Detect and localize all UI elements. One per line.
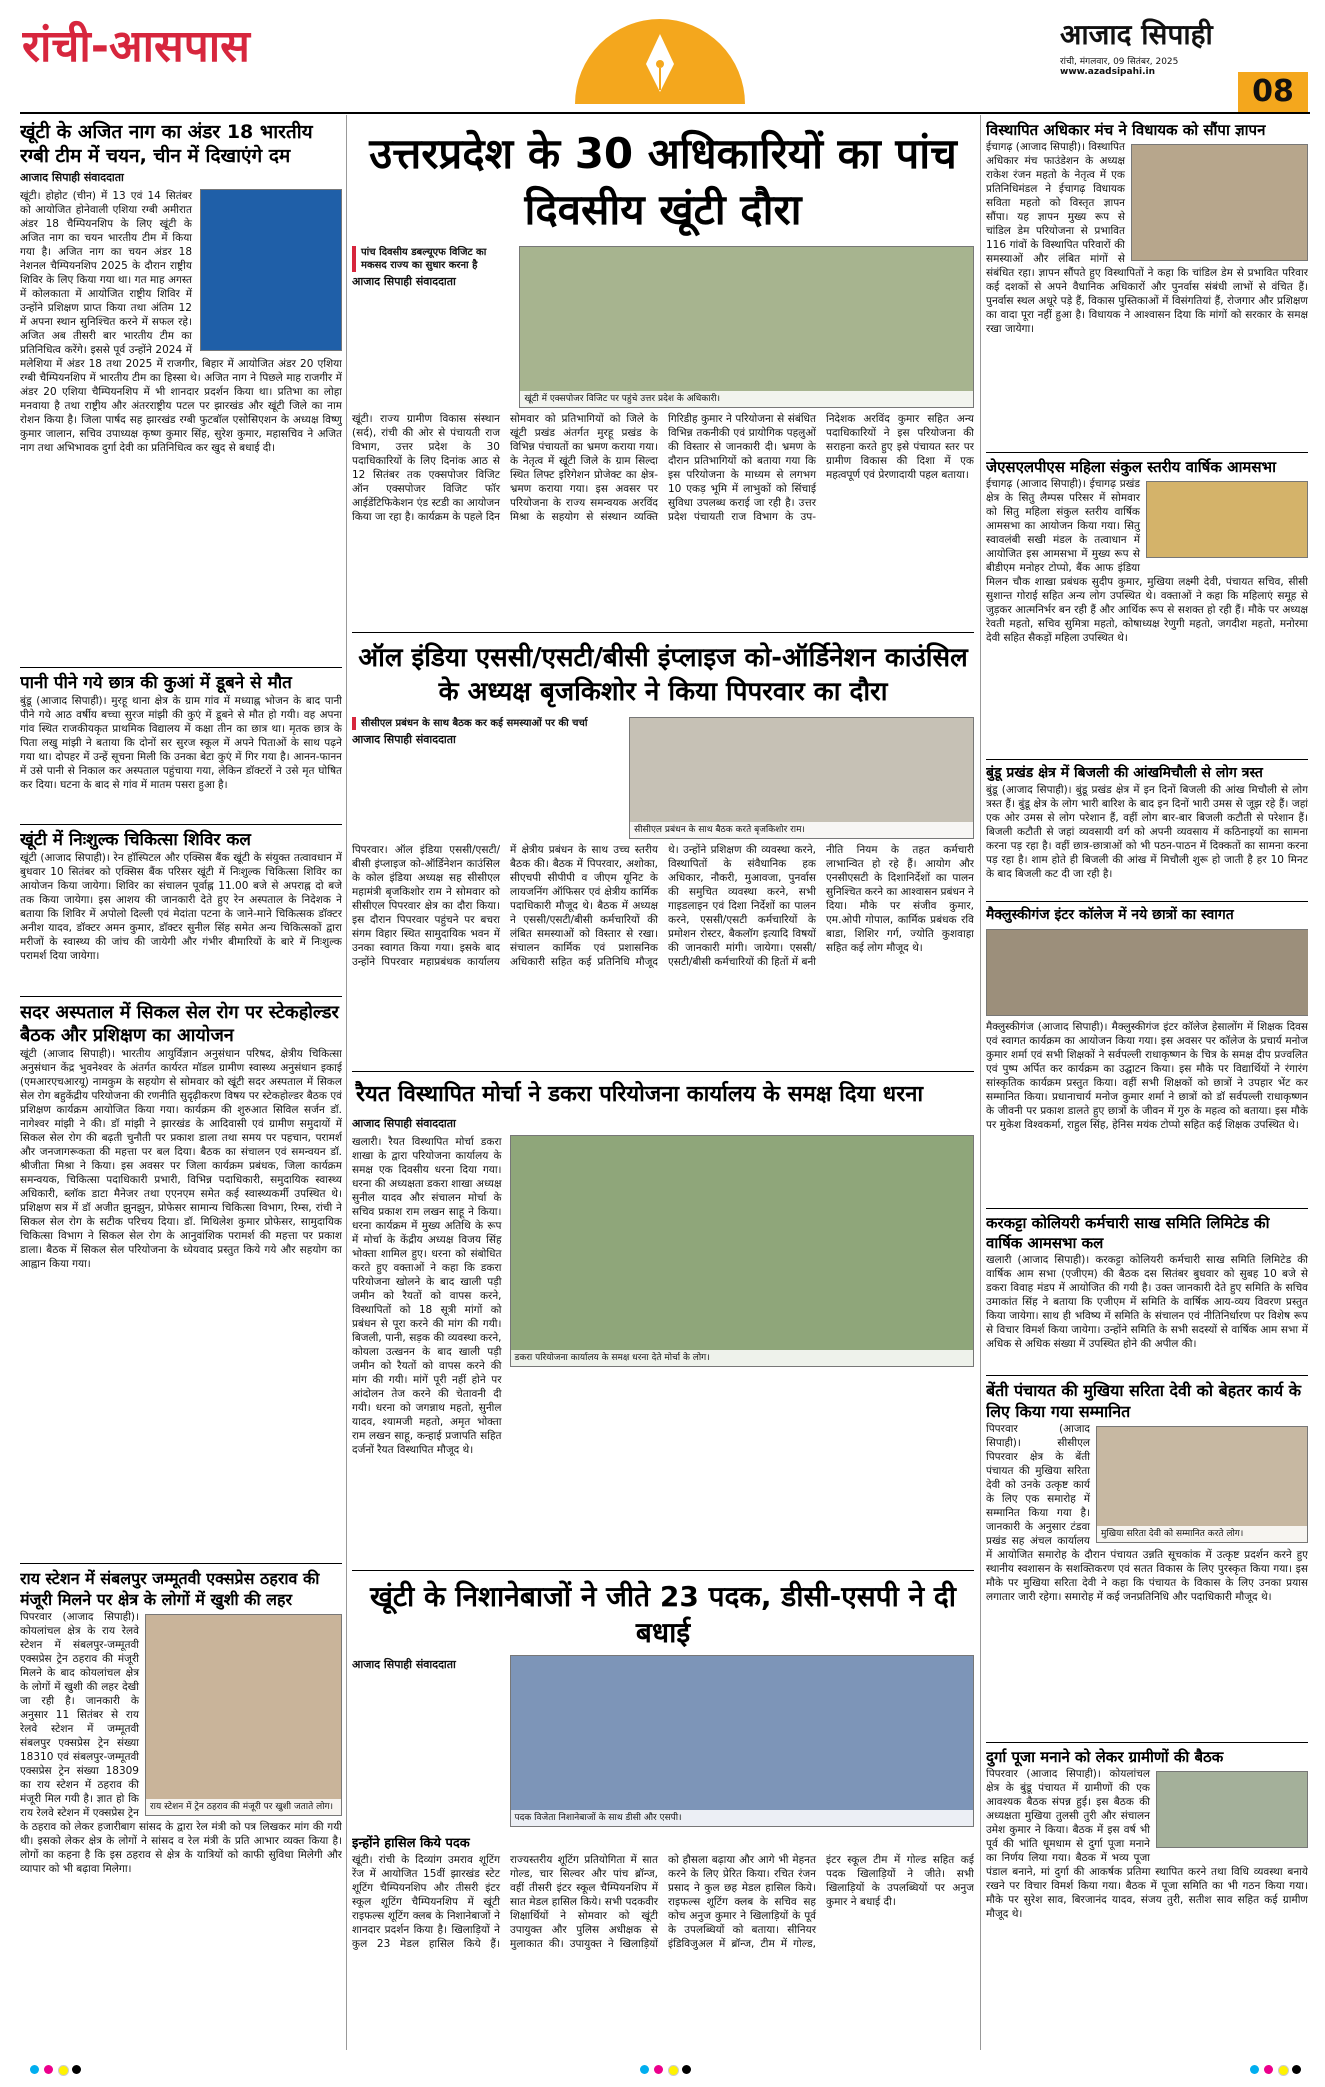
byline: आजाद सिपाही संवाददाता — [20, 171, 124, 184]
article-body: पिपरवार (आजाद सिपाही)। कोयलांचल क्षेत्र के बुंडू पंचायत में ग्रामीणों की एक आवश्यक बैठक संपन्न हुई। इस बैठक की अध्यक्षता मुखिया तुलसी तुरी और संचालन उमेश कुमार ने किया। बैठक में इस वर्ष भी पूर्व की भांति धूमधाम से दुर्गा पूजा मनाने का निर्णय लिया गया। बैठक में भव्य पूजा पंडाल बनाने, मां दुर्गा की आकर्षक प्रतिमा स्थापित करने तथा विधि व्यवस्था बनाये रखने पर विचार विमर्श किया गया। बैठक में पूजा समिति का भी गठन किया गया। मौके पर सुरेश साव, बिरजानंद यादव, संजय तुरी, सतीश साव सहित कई ग्रामीण मौजूद थे। — [986, 1768, 1308, 1920]
article-jslps-meeting — [986, 457, 1308, 757]
left-column — [20, 120, 342, 2070]
headline: खूंटी के निशानेबाजों ने जीते 23 पदक, डीसी-एसपी ने दी बधाई — [369, 1580, 957, 1649]
kicker: सीसीएल प्रबंधन के साथ बैठक कर कई समस्याओं पर की चर्चा — [352, 717, 621, 730]
article-sickle-cell — [20, 1001, 342, 1561]
college-event-photo — [986, 929, 1308, 1016]
headline: पानी पीने गये छात्र की कुआं में डूबने से मौत — [20, 673, 292, 693]
article-body: ईचागढ़ (आजाद सिपाही)। विस्थापित अधिकार मंच फाउंडेशन के अध्यक्ष राकेश रंजन महतो के नेतृत्व में एक प्रतिनिधिमंडल ने ईचागढ़ विधायक सविता महतो को विस्तृत ज्ञापन सौंपा। यह ज्ञापन मुख्य रूप से चांडिल डेम परियोजना से प्रभावित 116 गांवों के विस्थापित परिवारों की समस्याओं और लंबित मांगों से संबंधित रहा। ज्ञापन सौंपते हुए विस्थापितों ने कहा कि चांडिल डेम से प्रभावित परिवार कई दशकों से अपने वैधानिक अधिकारों और पुनर्वास संबंधी लाभों से वंचित हैं। पुनर्वास स्थल अधूरे पड़े हैं, विकास पुस्तिकाओं में विसंगतियां हैं, रोजगार और प्रशिक्षण का वादा पूरा नहीं हुआ है। विधायक ने आश्वासन दिया कि मांगों को सरकार के समक्ष रखा जायेगा। — [986, 141, 1308, 335]
headline: खूंटी के अजित नाग का अंडर 18 भारतीय रग्बी टीम में चयन, चीन में दिखाएंगे दम — [20, 121, 313, 167]
headline: मैक्लुस्कीगंज इंटर कॉलेज में नये छात्रों का स्वागत — [986, 907, 1234, 923]
women-meeting-photo — [1146, 481, 1308, 558]
section-title: रांची-आसपास — [22, 21, 250, 72]
section-title-block — [22, 18, 352, 78]
headline: जेएसएलपीएस महिला संकुल स्तरीय वार्षिक आमसभा — [986, 458, 1276, 476]
article-body: पिपरवार (आजाद सिपाही)। सीसीएल पिपरवार क्षेत्र के बेंती पंचायत की मुखिया सरिता देवी को उनके उत्कृष्ट कार्य के लिए एक समारोह में सम्मानित किया गया है। जानकारी के अनुसार टंडवा प्रखंड सह अंचल कार्यालय में आयोजित समारोह के दौरान पंचायत उन्नति सूचकांक में उत्कृष्ट प्रदर्शन करने हुए स्थानीय स्वशासन के सशक्तिकरण एवं सतत विकास के लिए पुरस्कृत किया गया। इस मौके पर मुखिया सरिता देवी ने कहा कि पंचायत के विकास के लिए उनका प्रयास लगातार जारी रहेगा। समारोह में कई जनप्रतिनिधि और पदाधिकारी मौजूद थे। — [986, 1423, 1308, 1603]
headline: विस्थापित अधिकार मंच ने विधायक को सौंपा ज्ञापन — [986, 121, 1266, 139]
photo-caption: राय स्टेशन में ट्रेन ठहराव की मंजूरी पर खुशी जताते लोग। — [146, 1799, 341, 1815]
athlete-photo — [200, 189, 342, 351]
shooters-photo — [510, 1655, 974, 1827]
shooting-medals-story — [352, 1575, 974, 2055]
article-rugby — [20, 120, 342, 665]
article-college-welcome — [986, 906, 1308, 1206]
article-mukhiya-honour — [986, 1380, 1308, 1740]
paper-name: आजाद सिपाही — [1060, 18, 1213, 51]
photo-caption: खूंटी में एक्सपोजर विजिट पर पहुंचे उत्तर प्रदेश के अधिकारी। — [520, 391, 973, 407]
headline: रैयत विस्थापित मोर्चा ने डकरा परियोजना कार्यालय के समक्ष दिया धरना — [356, 1082, 924, 1107]
lead-story — [352, 118, 974, 628]
photo-caption: पदक विजेता निशानेबाजों के साथ डीसी और एसपी। — [511, 1810, 973, 1826]
pen-nib-icon — [560, 4, 760, 104]
center-column — [352, 118, 974, 2058]
byline: आजाद सिपाही संवाददाता — [352, 733, 456, 746]
article-credit-society — [986, 1213, 1308, 1373]
photo-caption: मुखिया सरिता देवी को सम्मानित करते लोग। — [1097, 1526, 1307, 1542]
honour-photo — [1096, 1426, 1308, 1543]
people-photo — [145, 1614, 342, 1816]
headline: करकट्टा कोलियरी कर्मचारी साख समिति लिमिटेड की वार्षिक आमसभा कल — [986, 1214, 1270, 1252]
coordination-council-story — [352, 637, 974, 1067]
photo-caption: सीसीएल प्रबंधन के साथ बैठक करते बृजकिशोर राम। — [630, 822, 973, 838]
article-body: खूंटी। होहोट (चीन) में 13 एवं 14 सितंबर को आयोजित होनेवाली एशिया रग्बी अमीरात अंडर 18 चैम्पियनशिप के लिए खूंटी के अजित नाग का चयन भारतीय टीम में किया गया है। अजित नाग का चयन अंडर 18 नेशनल चैम्पियनशिप 2025 के दौरान राष्ट्रीय शिविर के लिए किया गया था। गत माह अगस्त में कोलकाता में आयोजित राष्ट्रीय शिविर में उन्होंने प्रशिक्षण प्राप्त किया तथा अंतिम 12 में अपना स्थान सुनिश्चित करने में सफल रहे। अजित अब तीसरी बार भारतीय टीम का प्रतिनिधित्व करेंगे। इससे पूर्व उन्होंने 2024 में मलेशिया में अंडर 18 तथा 2025 में राजगीर, बिहार में आयोजित अंडर 20 एशिया रग्बी चैम्पियनशिप में भारतीय टीम का हिस्सा थे। अजित नाग ने पिछले माह राजगीर में अंडर 20 एशिया चैम्पियनशिप में भी शानदार प्रदर्शन किया था। प्रतिभा का लोहा मनवाया है तथा राष्ट्रीय और अंतरराष्ट्रीय पटल पर झारखंड और खूंटी जिले का नाम रोशन किया है। जिला पार्षद सह झारखंड रग्बी फुटबॉल एसोसिएशन के अध्यक्ष विष्णु कुमार जालान, सचिव उपाध्यक्ष कृष्ण कुमार सिंह, सुरेश कुमार, महासचिव ने अजित नाग तथा अभिभावक दुर्गा देवी का प्रतिनिधित्व कर खुद से बधाई दी। — [20, 190, 342, 454]
article-body: खूंटी (आजाद सिपाही)। रेन हॉस्पिटल और एक्सिस बैंक खूंटी के संयुक्त तत्वावधान में बुधवार 10 सितंबर को एक्सिस बैंक परिसर खूंटी में निःशुल्क चिकित्सा शिविर का आयोजन किया जायेगा। शिविर का संचालन पूर्वाह्न 11.00 बजे से अपराह्न दो बजे तक किया जायेगा। इस आशय की जानकारी देते हुए रेन अस्पताल के निदेशक ने बताया कि शिविर में अपोलो दिल्ली एवं मेदांता पटना के जाने-माने चिकित्सक डॉक्टर अनीश यादव, डॉक्टर अमन कुमार, डॉक्टर सुनील सिंह समेत अन्य चिकित्सकों द्वारा मरीजों के स्वास्थ्य की जांच की जायेगी और गंभीर बीमारियों के बारे में निःशुल्क परामर्श दिया जायेगा। — [20, 852, 342, 962]
subhead: इन्होंने हासिल किये पदक — [352, 1836, 470, 1851]
dateline: रांची, मंगलवार, 09 सितंबर, 2025 — [1060, 57, 1179, 67]
article-student-death — [20, 672, 342, 822]
article-body: बुंडू (आजाद सिपाही)। बुंडू प्रखंड क्षेत्र में इन दिनों बिजली की आंख मिचौली से लोग त्रस्त हैं। बुंडू क्षेत्र के लोग भारी बारिश के बाद इन दिनों भारी उमस से जूझ रहे हैं। जहां एक ओर उमस से लोग परेशान हैं, वहीं लोग बार-बार बिजली कटौती से परेशान हैं। बिजली कटौती से जहां व्यवसायी वर्ग को अपनी व्यवसाय में कठिनाइयों का सामना करना पड़ रहा है। वहीं छात्र-छात्राओं को भी पठन-पाठन में दिक्कतों का सामना करना पड़ रहा है। शाम होते ही बिजली की आंख में मिचौली शुरू हो जाती है हर 10 मिनट के बाद बिजली कट दी जा रही है। — [986, 784, 1308, 880]
article-durga-puja — [986, 1747, 1308, 2007]
lead-headline: उत्तरप्रदेश के 30 अधिकारियों का पांच दिवसीय खूंटी दौरा — [369, 129, 957, 234]
byline: आजाद सिपाही संवाददाता — [352, 275, 456, 288]
officials-group-photo — [519, 246, 974, 408]
article-displaced-memo — [986, 120, 1308, 450]
headline: बुंडू प्रखंड क्षेत्र में बिजली की आंखमिचौली से लोग त्रस्त — [986, 765, 1263, 781]
headline: खूंटी में निःशुल्क चिकित्सा शिविर कल — [20, 830, 251, 850]
villagers-meeting-photo — [1156, 1771, 1308, 1848]
article-body: ईचागढ़ (आजाद सिपाही)। ईचागढ़ प्रखंड क्षेत्र के सितु लैम्पस परिसर में सोमवार को सितु महिला संकुल स्तरीय वार्षिक आमसभा का आयोजन किया गया। सितु स्वावलंबी सखी मंडल के तत्वाधान में आयोजित इस आमसभा में मुख्य रूप से बीडीएम मनोहर टोप्पो, बैंक आफ इंडिया मिलन चौक शाखा प्रबंधक सुदीप कुमार, मुखिया लक्ष्मी देवी, पंचायत सचिव, सीसी सुशान्त गोराई सहित अन्य लोग उपस्थित थे। वक्ताओं ने कहा कि महिलाएं समूह से जुड़कर आत्मनिर्भर बन रही हैं और आर्थिक रूप से सशक्त हो रही हैं। मौके पर अध्यक्ष रेवती महतो, सचिव सुमित्रा महतो, कोषाध्यक्ष रेणुगी महतो, जगदीश महतो, मनोरमा देवी सहित सैकड़ों महिला उपस्थित थे। — [986, 478, 1308, 644]
website-link[interactable]: www.azadsipahi.in — [1060, 67, 1155, 77]
byline: आजाद सिपाही संवाददाता — [352, 1117, 456, 1130]
article-health-camp — [20, 829, 342, 994]
byline: आजाद सिपाही संवाददाता — [352, 1658, 456, 1671]
article-body: खूंटी। राज्य ग्रामीण विकास संस्थान (सर्द), रांची की ओर से पंचायती राज विभाग, उत्तर प्रदेश के 30 पदाधिकारियों के लिए दिनांक आठ से 12 सितंबर तक एक्सपोजर विजिट ऑन एक्सपोजर विजिट फॉर आईडेंटिफिकेशन एंड स्टडी का आयोजन किया जा रहा है। कार्यक्रम के पहले दिन सोमवार को प्रतिभागियों को जिले के खूंटी प्रखंड अंतर्गत मुरहू प्रखंड के विभिन्न पंचायतों का भ्रमण कराया गया। के नेतृत्व में खूंटी जिले के ग्राम सिल्दा स्थित लिफ्ट इरिगेशन प्रोजेक्ट का क्षेत्र-भ्रमण कराया गया। इस अवसर पर परियोजना के राज्य समन्वयक अरविंद मिश्रा के सहयोग से संस्थान व्यक्ति गिरिडीह कुमार ने परियोजना से संबंधित विभिन्न तकनीकी एवं प्रायोगिक पहलुओं की विस्तार से जानकारी दी। भ्रमण के दौरान प्रतिभागियों को बताया गया कि इस परियोजना के माध्यम से लगभग 10 एकड़ भूमि में लाभुकों को सिंचाई सुविधा उपलब्ध कराई जा रही है। उत्तर प्रदेश पंचायती राज विभाग के उप-निदेशक अरविंद कुमार सहित अन्य पदाधिकारियों ने इस परियोजना की सराहना करते हुए इसे पंचायत स्तर पर ग्रामीण विकास की दिशा में एक महत्वपूर्ण एवं प्रेरणादायी पहल बताया। — [352, 413, 974, 523]
article-body: खलारी। रैयत विस्थापित मोर्चा डकरा शाखा के द्वारा परियोजना कार्यालय के समक्ष एक दिवसीय धरना दिया गया। धरना की अध्यक्षता डकरा शाखा अध्यक्ष सुनील यादव और संचालन मोर्चा के सचिव प्रकाश राम लखन साहू ने किया। धरना कार्यक्रम में मुख्य अतिथि के रूप में मोर्चा के केंद्रीय अध्यक्ष विजय सिंह भोक्ता शामिल हुए। धरना को संबोधित करते हुए वक्ताओं ने कहा कि डकरा परियोजना खोलने के बाद खाली पड़ी जमीन को रैयतों को वापस करने, विस्थापितों को 18 सूत्री मांगों को प्रबंधन से पूरा करने की मांग की गयी। बिजली, पानी, सड़क की व्यवस्था करने, कोयला उत्खनन के बाद खाली पड़ी जमीन को रैयतों को वापस करने की मांग की गयी। मांगें पूरी नहीं होने पर आंदोलन तेज करने की चेतावनी दी गयी। धरना को जगन्नाथ महतो, सुनील यादव, श्यामजी महतो, अमृत भोक्ता राम लखन साहू, कन्हाई प्रजापति सहित दर्जनों रैयत विस्थापित मौजूद थे। — [352, 1136, 502, 1456]
article-body: खूंटी। रांची के दिव्यांग उमराव शूटिंग रेंज में आयोजित 15वीं झारखंड स्टेट शूटिंग चैम्पियनशिप और तीसरी इंटर स्कूल शूटिंग चैम्पियनशिप में खूंटी राइफल्स शूटिंग क्लब के निशानेबाजों ने शानदार प्रदर्शन किया है। खिलाड़ियों ने कुल 23 मेडल हासिल किये हैं। राज्यस्तरीय शूटिंग प्रतियोगिता में सात गोल्ड, चार सिल्वर और पांच ब्रॉन्ज, वहीं तीसरी इंटर स्कूल चैम्पियनशिप में सात मेडल हासिल किये। सभी पदकवीर शिक्षार्थियों ने सोमवार को खूंटी उपायुक्त और पुलिस अधीक्षक से मुलाकात की। उपायुक्त ने खिलाड़ियों को हौसला बढ़ाया और आगे भी मेहनत करने के लिए प्रेरित किया। रचित रंजन प्रसाद ने कुल छह मेडल हासिल किये। राइफल्स शूटिंग क्लब के सचिव सह कोच अनुज कुमार ने खिलाड़ियों के पूर्व के उपलब्धियों को बताया। सीनियर इंडिविजुअल में ब्रॉन्ज, टीम में गोल्ड, इंटर स्कूल टीम में गोल्ड सहित कई पदक खिलाड़ियों ने जीते। सभी खिलाड़ियों के उपलब्धियों पर अनुज कुमार ने बधाई दी। — [352, 1854, 974, 1950]
page-number: 08 — [1252, 74, 1294, 109]
article-body: पिपरवार। ऑल इंडिया एससी/एसटी/बीसी इंप्लाइज को-ऑर्डिनेशन काउंसिल के कोल इंडिया अध्यक्ष सह सीसीएल महामंत्री बृजकिशोर राम ने सोमवार को सीसीएल पिपरवार क्षेत्र का दौरा किया। इस दौरान पिपरवार पहुंचने पर बचरा संगम विहार स्थित सामुदायिक भवन में उनका स्वागत किया गया। इसके बाद उन्होंने पिपरवार महाप्रबंधक कार्यालय में क्षेत्रीय प्रबंधन के साथ उच्च स्तरीय बैठक की। बैठक में पिपरवार, अशोका, सीएचपी सीपीपी व जीएम यूनिट के लायजनिंग ऑफिसर एवं क्षेत्रीय कार्मिक पदाधिकारी मौजूद थे। बैठक में अध्यक्ष ने एससी/एसटी/बीसी कर्मचारियों की लंबित समस्याओं को विस्तार से रखा। संचालन कार्मिक एवं प्रशासनिक अधिकारी सहित कई प्रतिनिधि मौजूद थे। उन्होंने प्रशिक्षण की व्यवस्था करने, विस्थापितों के संवैधानिक हक अधिकार, नौकरी, मुआवजा, पुनर्वास की समुचित व्यवस्था करने, सभी गाइडलाइन एवं दिशा निर्देशों का पालन करने, एससी/एसटी कर्मचारियों के प्रमोशन रोस्टर, बैकलॉग इत्यादि विषयों की जानकारी मांगी। जायेगा। एससी/एसटी/बीसी कर्मचारियों की हितों में बनी नीति नियम के तहत कर्मचारी लाभान्वित हो रहे हैं। आयोग और एनसीएसटी के दिशानिर्देशों का पालन सुनिश्चित करने का आश्वासन प्रबंधन ने दिया। मौके पर संजीव कुमार, एम.ओपी गोपाल, कार्मिक प्रबंधक रवि बाडा, शिशिर गर्ग, ज्योति कुशवाहा सहित कई लोग मौजूद थे। — [352, 844, 974, 968]
registration-marks — [20, 2062, 1310, 2078]
article-body: पिपरवार (आजाद सिपाही)। कोयलांचल क्षेत्र के राय रेलवे स्टेशन में संबलपुर-जम्मूतवी एक्सप्रेस ट्रेन ठहराव की मंजूरी मिलने के बाद कोयलांचल क्षेत्र के लोगों में खुशी की लहर देखी जा रही है। जानकारी के अनुसार 11 सितंबर से राय रेलवे स्टेशन में जम्मूतवी संबलपुर एक्सप्रेस ट्रेन संख्या 18310 एवं संबलपुर-जम्मूतवी एक्सप्रेस ट्रेन संख्या 18309 का राय स्टेशन में ठहराव की मंजूरी मिल गयी है। ज्ञात हो कि राय रेलवे स्टेशन में एक्सप्रेस ट्रेन के ठहराव को लेकर हजारीबाग सांसद के द्वारा रेल मंत्री को पत्र लिखकर मांग की गयी थी। इसको लेकर क्षेत्र के लोगों ने सांसद व रेल मंत्री के प्रति आभार व्यक्त किया है। लोगों का कहना है कि इस ठहराव से क्षेत्र के यात्रियों को काफी सुविधा मिलेगी और व्यापार को भी बढ़ावा मिलेगा। — [20, 1611, 342, 1875]
article-body: खलारी (आजाद सिपाही)। करकट्टा कोलियरी कर्मचारी साख समिति लिमिटेड की वार्षिक आम सभा (एजीएम) की बैठक दस सितंबर बुधवार को सुबह 10 बजे से डकरा विवाह मंडप में आयोजित की गयी है। उक्त जानकारी देते हुए समिति के सचिव उमाकांत सिंह ने बताया कि एजीएम में समिति के वार्षिक आय-व्यय विवरण प्रस्तुत किया जायेगा। साथ ही भविष्य में समिति के संचालन एवं नीतिनिर्धारण पर विशेष रूप से विचार विमर्श किया जायेगा। उन्होंने समिति के सभी सदस्यों से वार्षिक आम सभा में अधिक से अधिक संख्या में उपस्थित होने की अपील की। — [986, 1254, 1308, 1350]
article-body: मैक्लुस्कीगंज (आजाद सिपाही)। मैक्लुस्कीगंज इंटर कॉलेज हेसालोंग में शिक्षक दिवस एवं स्वागत कार्यक्रम का आयोजन किया गया। इस अवसर पर कॉलेज के प्रचार्य मनोज कुमार शर्मा एवं सभी शिक्षकों ने सर्वपल्ली राधाकृष्णन के चित्र के समक्ष दीप प्रज्वलित एवं पुष्प अर्पित कर कार्यक्रम का उद्घाटन किया। इस मौके पर विद्यार्थियों ने रंगारंग सांस्कृतिक कार्यक्रम प्रस्तुत किया। वहीं सभी शिक्षकों को छात्रों ने उपहार भेंट कर सम्मानित किया। प्रधानाचार्य मनोज कुमार शर्मा ने छात्रों को डॉ सर्वपल्ली राधाकृष्णन के जीवनी पर प्रकाश डालते हुए छात्रों के जीवन में गुरु के महत्व को बताया। इस मौके पर मुकेश विश्वकर्मा, राहुल सिंह, हेनिस मयंक टोप्पो सहित कई शिक्षक उपस्थित थे। — [986, 1021, 1308, 1131]
dharna-story — [352, 1076, 974, 1566]
headline: बेंती पंचायत की मुखिया सरिता देवी को बेहतर कार्य के लिए किया गया सम्मानित — [986, 1381, 1302, 1421]
headline: दुर्गा पूजा मनाने को लेकर ग्रामीणों की बैठक — [986, 1748, 1224, 1766]
photo-caption: डकरा परियोजना कार्यालय के समक्ष धरना देते मोर्चा के लोग। — [511, 1350, 973, 1366]
sun-logo — [560, 4, 760, 104]
article-power-cut — [986, 764, 1308, 899]
meeting-photo — [629, 717, 974, 839]
page-number-box — [1238, 72, 1308, 112]
memo-photo — [1131, 144, 1308, 261]
headline: राय स्टेशन में संबलपुर जम्मूतवी एक्सप्रेस ठहराव की मंजूरी मिलने पर क्षेत्र के लोगों में खुशी की लहर — [20, 1569, 320, 1609]
kicker: पांच दिवसीय डबल्यूएफ विजिट का मकसद राज्य का सुधार करना है — [352, 246, 511, 272]
article-train-halt — [20, 1568, 342, 2058]
right-column — [986, 120, 1308, 2065]
article-body: बुंडू (आजाद सिपाही)। मुरहू थाना क्षेत्र के ग्राम गांव में मध्याह्न भोजन के बाद पानी पीने गये आठ वर्षीय बच्चा सुरज मांझी की कुएं में डूबने से मौत हो गयी। वह अपना गांव स्थित राजकीयकृत प्राथमिक विद्यालय में कक्षा तीन का छात्र था। मृतक छात्र के पिता लखु मांझी ने बताया कि दोनों सर सुरज स्कूल में अपने पिताओं के साथ पढ़ने गया था। दोपहर में उन्हें सूचना मिली कि उनका बेटा कुएं में गिर गया है। आनन-फानन में उसे पानी से निकाल कर अस्पताल पहुंचाया गया, लेकिन डॉक्टरों ने उसे मृत घोषित कर दिया। घटना के बाद से गांव में मातम पसरा हुआ है। — [20, 695, 342, 791]
dharna-crowd-photo — [510, 1135, 974, 1367]
headline: ऑल इंडिया एससी/एसटी/बीसी इंप्लाइज को-ऑर्डिनेशन काउंसिल के अध्यक्ष बृजकिशोर ने किया पिपरवार का दौरा — [358, 643, 968, 707]
article-body: खूंटी (आजाद सिपाही)। भारतीय आयुर्विज्ञान अनुसंधान परिषद, क्षेत्रीय चिकित्सा अनुसंधान केंद्र भुवनेश्वर के अंतर्गत कार्यरत मॉडल ग्रामीण स्वास्थ्य अनुसंधान इकाई (एमआरएचआरयू) नामकुम के सहयोग से सोमवार को खूंटी सदर अस्पताल में सिकल सेल रोग बहुकेंद्रीय परियोजना की रणनीति सुदृढ़ीकरण विषय पर स्टेकहोल्डर बैठक एवं प्रशिक्षण कार्यक्रम आयोजित किया गया। कार्यक्रम की शुरुआत सिविल सर्जन डॉ. नागेश्वर मांझी ने की। डॉ मांझी ने झारखंड के आदिवासी एवं ग्रामीण समुदायों में सिकल सेल रोग की बढ़ती चुनौती पर प्रकाश डाला तथा समय पर पहचान, परामर्श और जनजागरूकता की महत्ता पर बल दिया। बैठक का संचालन एवं समन्वयन डॉ. श्रीजीता मिश्रा ने किया। इस अवसर पर जिला कार्यक्रम प्रबंधक, जिला कार्यक्रम समन्वयक, चिकित्सा पदाधिकारी प्रभारी, विभिन्न पदाधिकारी, समुदायिक स्वास्थ्य अधिकारी, ब्लॉक डाटा मैनेजर तथा एएनएम समेत कई स्वास्थ्यकर्मी उपस्थित थे। प्रशिक्षण सत्र में डॉ अजीत झुनझुन, प्रोफेसर सामान्य चिकित्सा विभाग, रिम्स, रांची ने सिकल सेल रोग के सटीक परिचय दिया। डॉ. मिथिलेश कुमार प्रोफेसर, सामुदायिक चिकित्सा विभाग ने सिकल सेल रोग के आनुवांशिक परामर्श की महत्ता पर प्रकाश डाला। बैठक में सिकल सेल परियोजना के ध्येयवाद प्रस्तुत किये गये और सहयोग का आह्वान किया गया। — [20, 1048, 342, 1270]
headline: सदर अस्पताल में सिकल सेल रोग पर स्टेकहोल्डर बैठक और प्रशिक्षण का आयोजन — [20, 1002, 339, 1046]
